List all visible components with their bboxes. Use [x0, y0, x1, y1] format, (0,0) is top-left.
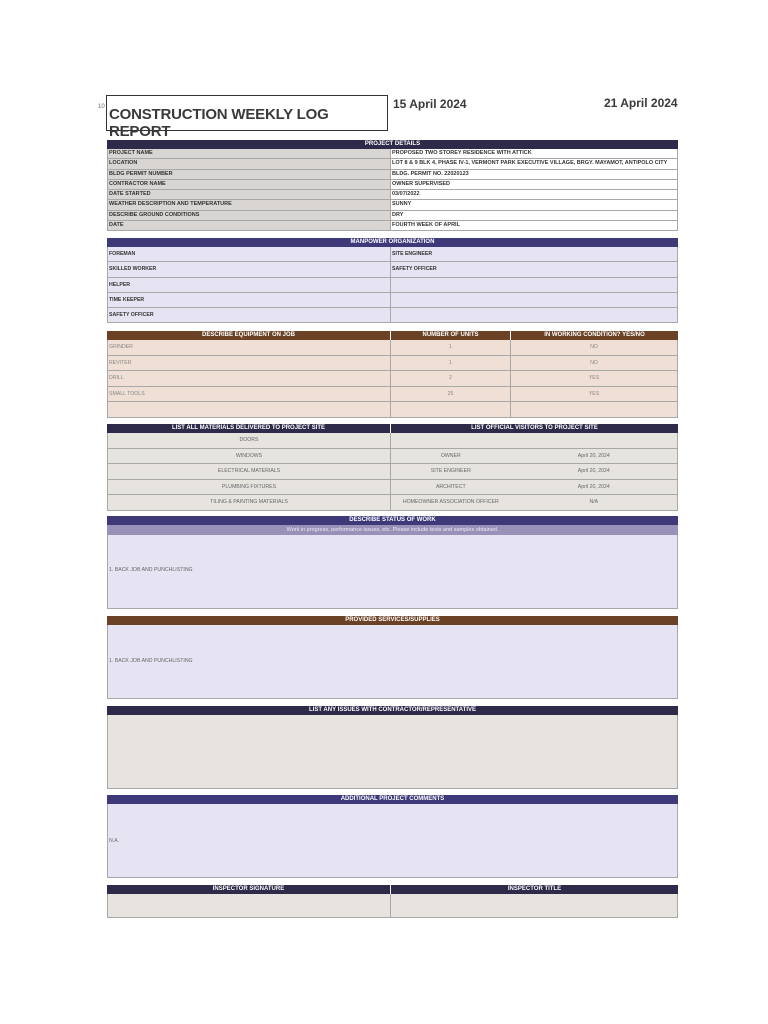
equipment-header-description: DESCRIBE EQUIPMENT ON JOB — [107, 331, 391, 340]
equipment-units: 1 — [391, 340, 511, 356]
issues-box — [107, 715, 678, 789]
equipment-row — [107, 340, 678, 356]
project-detail-label: DATE — [107, 221, 391, 231]
equipment-units: 1 — [391, 356, 511, 372]
visitors-header: LIST OFFICIAL VISITORS TO PROJECT SITE — [471, 425, 598, 431]
report-title: CONSTRUCTION WEEKLY LOG REPORT — [109, 106, 329, 140]
equipment-units — [391, 402, 511, 418]
project-detail-label: LOCATION — [107, 159, 391, 169]
signature-section — [107, 885, 678, 918]
material-item: TILING & PAINTING MATERIALS — [107, 495, 391, 511]
visit-date: April 20, 2024 — [577, 483, 610, 490]
comments-section — [107, 795, 678, 878]
manpower-left-cell: SKILLED WORKER — [107, 262, 391, 277]
manpower-row — [107, 278, 678, 293]
status-of-work-header: DESCRIBE STATUS OF WORK — [107, 516, 678, 525]
project-detail-value: DRY — [391, 211, 678, 221]
visitor-name: SITE ENGINEER — [430, 468, 471, 474]
comments-box — [107, 804, 678, 878]
services-box — [107, 625, 678, 699]
manpower-left-cell: FOREMAN — [107, 247, 391, 262]
material-item: PLUMBING FIXTURES — [107, 480, 391, 496]
status-of-work-subheader: Work in progress, performance issues, etc. Please include tests and samples obtained. — [107, 525, 678, 535]
project-detail-row — [107, 190, 678, 200]
equipment-header-units: NUMBER OF UNITS — [391, 331, 511, 340]
visitor-name: HOMEOWNER ASSOCIATION OFFICER — [402, 499, 499, 505]
equipment-row — [107, 387, 678, 403]
materials-visitors-row — [107, 495, 678, 511]
manpower-left-cell: TIME KEEPER — [107, 293, 391, 308]
visitor-cell — [391, 433, 678, 449]
manpower-row — [107, 293, 678, 308]
manpower-right-cell — [391, 293, 678, 308]
project-detail-row — [107, 180, 678, 190]
project-detail-label: WEATHER DESCRIPTION AND TEMPERATURE — [107, 200, 391, 210]
equipment-row — [107, 402, 678, 418]
services-section — [107, 616, 678, 699]
equipment-units: 2 — [391, 371, 511, 387]
materials-visitors-header — [107, 424, 678, 433]
visitor-cell — [391, 464, 678, 480]
project-detail-value: BLDG. PERMIT NO. 22020123 — [391, 170, 678, 180]
equipment-name: GRINDER — [107, 340, 391, 356]
manpower-right-cell — [391, 278, 678, 293]
visit-date — [511, 433, 677, 448]
materials-visitors-row — [107, 464, 678, 480]
project-detail-row — [107, 211, 678, 221]
visitor-name: OWNER — [440, 452, 461, 459]
signature-row — [107, 894, 678, 918]
equipment-condition: NO — [511, 340, 678, 356]
equipment-name: REVITER — [107, 356, 391, 372]
comments-header: ADDITIONAL PROJECT COMMENTS — [107, 795, 678, 804]
project-detail-row — [107, 170, 678, 180]
material-item: WINDOWS — [107, 449, 391, 465]
project-detail-value: 03/07/2022 — [391, 190, 678, 200]
project-detail-row — [107, 149, 678, 159]
visitor-name — [391, 433, 511, 448]
project-detail-label: DESCRIBE GROUND CONDITIONS — [107, 211, 391, 221]
visitor-cell — [391, 449, 678, 465]
manpower-row — [107, 308, 678, 323]
project-detail-value: OWNER SUPERVISED — [391, 180, 678, 190]
project-detail-label: PROJECT NAME — [107, 149, 391, 159]
services-header: PROVIDED SERVICES/SUPPLIES — [107, 616, 678, 625]
manpower-header: MANPOWER ORGANIZATION — [107, 238, 678, 247]
inspector-signature-header: INSPECTOR SIGNATURE — [107, 885, 391, 894]
equipment-name: SMALL TOOLS — [107, 387, 391, 403]
inspector-signature-field[interactable] — [107, 894, 391, 918]
status-of-work-box — [107, 535, 678, 609]
page-number: 10 — [98, 104, 105, 110]
date-from: 15 April 2024 — [393, 97, 467, 111]
services-text: 1. BACK JOB AND PUNCHLISTING — [109, 658, 193, 664]
project-details-header: PROJECT DETAILS — [107, 140, 678, 149]
report-title-box — [106, 95, 388, 140]
visit-date: April 20, 2024 — [577, 468, 610, 474]
equipment-units: 25 — [391, 387, 511, 403]
manpower-row — [107, 262, 678, 277]
signature-header — [107, 885, 678, 894]
project-detail-label: BLDG PERMIT NUMBER — [107, 170, 391, 180]
equipment-condition — [511, 402, 678, 418]
visit-date: April 20, 2024 — [577, 452, 610, 459]
issues-section — [107, 706, 678, 789]
issues-header: LIST ANY ISSUES WITH CONTRACTOR/REPRESENTATIVE — [107, 706, 678, 715]
material-item: DOORS — [107, 433, 391, 449]
manpower-right-cell: SAFETY OFFICER — [391, 262, 678, 277]
equipment-name — [107, 402, 391, 418]
materials-visitors-row — [107, 433, 678, 449]
project-detail-value: LOT 8 & 9 BLK 4, PHASE IV-1, VERMONT PARK EXECUTIVE VILLAGE, BRGY. MAYAMOT, ANTIPOLO CITY — [391, 159, 678, 169]
status-of-work-text: 1. BACK JOB AND PUNCHLISTING — [109, 567, 193, 573]
equipment-header-condition: IN WORKING CONDITION? YES/NO — [544, 332, 645, 338]
manpower-right-cell — [391, 308, 678, 323]
project-detail-row — [107, 159, 678, 169]
date-to: 21 April 2024 — [604, 96, 678, 110]
project-detail-value: FOURTH WEEK OF APRIL — [391, 221, 678, 231]
equipment-header — [107, 331, 678, 340]
materials-visitors-row — [107, 449, 678, 465]
materials-visitors-section — [107, 424, 678, 511]
project-detail-row — [107, 221, 678, 231]
equipment-row — [107, 371, 678, 387]
inspector-title-field[interactable] — [391, 894, 678, 918]
manpower-row — [107, 247, 678, 262]
equipment-condition: NO — [511, 356, 678, 372]
manpower-right-cell: SITE ENGINEER — [391, 247, 678, 262]
status-of-work-section — [107, 516, 678, 609]
inspector-title-header: INSPECTOR TITLE — [507, 886, 562, 892]
project-detail-row — [107, 200, 678, 210]
manpower-section — [107, 238, 678, 323]
equipment-condition: YES — [511, 371, 678, 387]
manpower-left-cell: HELPER — [107, 278, 391, 293]
equipment-row — [107, 356, 678, 372]
visitor-cell — [391, 495, 678, 511]
project-detail-label: DATE STARTED — [107, 190, 391, 200]
project-detail-value: PROPOSED TWO STOREY RESIDENCE WITH ATTICK — [391, 149, 678, 159]
visitor-name: ARCHITECT — [435, 483, 466, 490]
equipment-condition: YES — [511, 387, 678, 403]
equipment-section — [107, 331, 678, 418]
visitor-cell — [391, 480, 678, 496]
comments-text: N.A. — [109, 838, 120, 844]
equipment-name: DRILL — [107, 371, 391, 387]
materials-visitors-row — [107, 480, 678, 496]
project-detail-value: SUNNY — [391, 200, 678, 210]
material-item: ELECTRICAL MATERIALS — [107, 464, 391, 480]
materials-header: LIST ALL MATERIALS DELIVERED TO PROJECT SITE — [107, 424, 391, 433]
visit-date: N/A — [589, 499, 599, 505]
project-detail-label: CONTRACTOR NAME — [107, 180, 391, 190]
manpower-left-cell: SAFETY OFFICER — [107, 308, 391, 323]
project-details-section — [107, 140, 678, 231]
